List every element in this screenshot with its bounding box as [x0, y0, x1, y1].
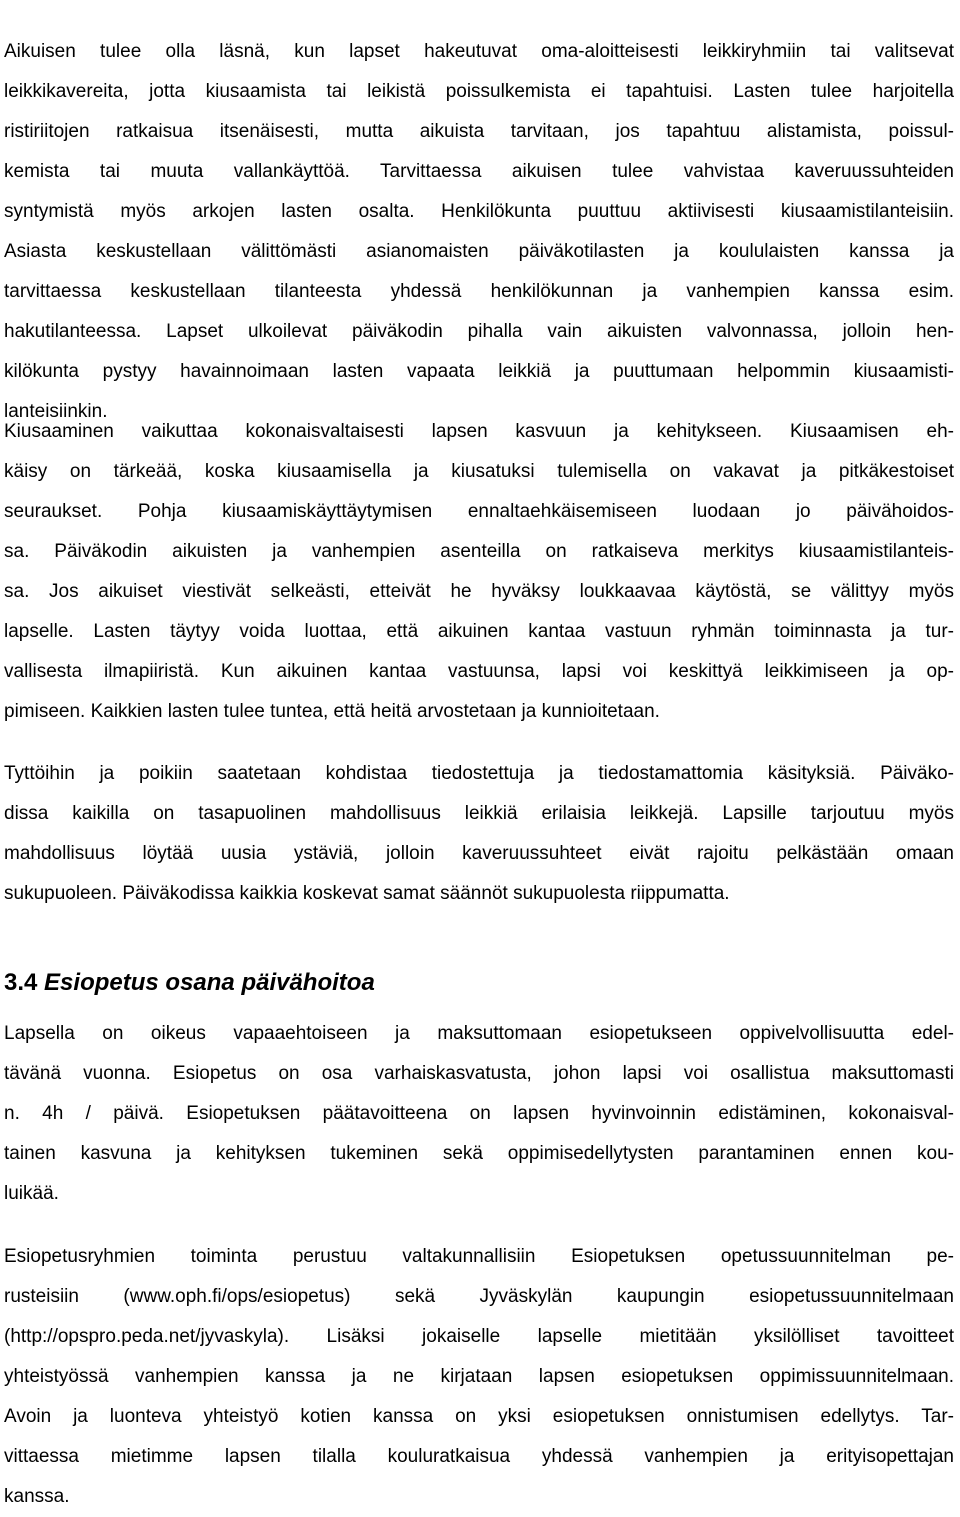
text-line: Kiusaaminen vaikuttaa kokonaisvaltaisesti lapsen kasvuun ja kehitykseen. Kiusaamisen eh- [4, 421, 954, 442]
text-line: Lapsella on oikeus vapaaehtoiseen ja maksuttomaan esiopetukseen oppivelvollisuutta edel- [4, 1023, 954, 1044]
paragraph-1 [4, 32, 954, 432]
paragraph-2 [4, 412, 954, 732]
text-line: tarvittaessa keskustellaan tilanteesta yhdessä henkilökunnan ja vanhempien kanssa esim. [4, 281, 954, 302]
text-line: n. 4h / päivä. Esiopetuksen päätavoitteena on lapsen hyvinvoinnin edistäminen, kokonaisval- [4, 1103, 954, 1124]
text-line: pimiseen. Kaikkien lasten tulee tuntea, että heitä arvostetaan ja kunnioitetaan. [4, 701, 660, 722]
text-line: kilökunta pystyy havainnoimaan lasten vapaata leikkiä ja puuttumaan helpommin kiusaamisti- [4, 361, 954, 382]
text-line: syntymistä myös arkojen lasten osalta. Henkilökunta puuttuu aktiivisesti kiusaamistilanteisiin. [4, 201, 954, 222]
section-title: Esiopetus osana päivähoitoa [44, 969, 375, 996]
text-line: sa. Jos aikuiset viestivät selkeästi, etteivät he hyväksy loukkaavaa käytöstä, se välittyy myös [4, 581, 954, 602]
paragraph-5 [4, 1237, 954, 1517]
text-line: Tyttöihin ja poikiin saatetaan kohdistaa tiedostettuja ja tiedostamattomia käsityksiä. Päiväko- [4, 763, 954, 784]
text-line: lanteisiinkin. [4, 401, 108, 422]
text-line: Aikuisen tulee olla läsnä, kun lapset hakeutuvat oma-aloitteisesti leikkiryhmiin tai valitsevat [4, 41, 954, 62]
text-line: mahdollisuus löytää uusia ystäviä, jolloin kaveruussuhteet eivät rajoitu pelkästään omaan [4, 843, 954, 864]
text-line: lapselle. Lasten täytyy voida luottaa, että aikuinen kantaa vastuun ryhmän toiminnasta ja tur- [4, 621, 954, 642]
text-line: tävänä vuonna. Esiopetus on osa varhaiskasvatusta, johon lapsi voi osallistua maksuttomasti [4, 1063, 954, 1084]
text-line: dissa kaikilla on tasapuolinen mahdollisuus leikkiä erilaisia leikkejä. Lapsille tarjoutuu myös [4, 803, 954, 824]
text-line: tainen kasvuna ja kehityksen tukeminen sekä oppimisedellytysten parantaminen ennen kou- [4, 1143, 954, 1164]
text-line: Asiasta keskustellaan välittömästi asianomaisten päiväkotilasten ja koululaisten kanssa ja [4, 241, 954, 262]
text-line: hakutilanteessa. Lapset ulkoilevat päiväkodin pihalla vain aikuisten valvonnassa, jolloin hen- [4, 321, 954, 342]
text-line: sukupuoleen. Päiväkodissa kaikkia koskevat samat säännöt sukupuolesta riippumatta. [4, 883, 730, 904]
text-line: Esiopetusryhmien toiminta perustuu valtakunnallisiin Esiopetuksen opetussuunnitelman pe- [4, 1246, 954, 1267]
text-line: (http://opspro.peda.net/jyvaskyla). Lisäksi jokaiselle lapselle mietitään yksilölliset tavoitteet [4, 1326, 954, 1347]
text-line: käisy on tärkeää, koska kiusaamisella ja kiusatuksi tulemisella on vakavat ja pitkäkestoiset [4, 461, 954, 482]
paragraph-3 [4, 754, 954, 914]
text-line: luikää. [4, 1183, 59, 1204]
paragraph-4 [4, 1014, 954, 1214]
text-line: rusteisiin (www.oph.fi/ops/esiopetus) sekä Jyväskylän kaupungin esiopetussuunnitelmaan [4, 1286, 954, 1307]
text-line: sa. Päiväkodin aikuisten ja vanhempien asenteilla on ratkaiseva merkitys kiusaamistilanteis- [4, 541, 954, 562]
section-heading [4, 963, 375, 1003]
text-line: yhteistyössä vanhempien kanssa ja ne kirjataan lapsen esiopetuksen oppimissuunnitelmaan. [4, 1366, 954, 1387]
section-number: 3.4 [4, 969, 38, 996]
text-line: kemista tai muuta vallankäyttöä. Tarvittaessa aikuisen tulee vahvistaa kaveruussuhteiden [4, 161, 954, 182]
text-line: ristiriitojen ratkaisua itsenäisesti, mutta aikuista tarvitaan, jos tapahtuu alistamista, poissul- [4, 121, 954, 142]
text-line: vittaessa mietimme lapsen tilalla kouluratkaisua yhdessä vanhempien ja erityisopettajan [4, 1446, 954, 1467]
text-line: seuraukset. Pohja kiusaamiskäyttäytymisen ennaltaehkäisemiseen luodaan jo päivähoidos- [4, 501, 954, 522]
text-line: leikkikavereita, jotta kiusaamista tai leikistä poissulkemista ei tapahtuisi. Lasten tulee harjoitella [4, 81, 954, 102]
text-line: kanssa. [4, 1486, 70, 1507]
text-line: Avoin ja luonteva yhteistyö kotien kanssa on yksi esiopetuksen onnistumisen edellytys. Tar- [4, 1406, 954, 1427]
text-line: vallisesta ilmapiiristä. Kun aikuinen kantaa vastuunsa, lapsi voi keskittyä leikkimiseen ja op- [4, 661, 954, 682]
